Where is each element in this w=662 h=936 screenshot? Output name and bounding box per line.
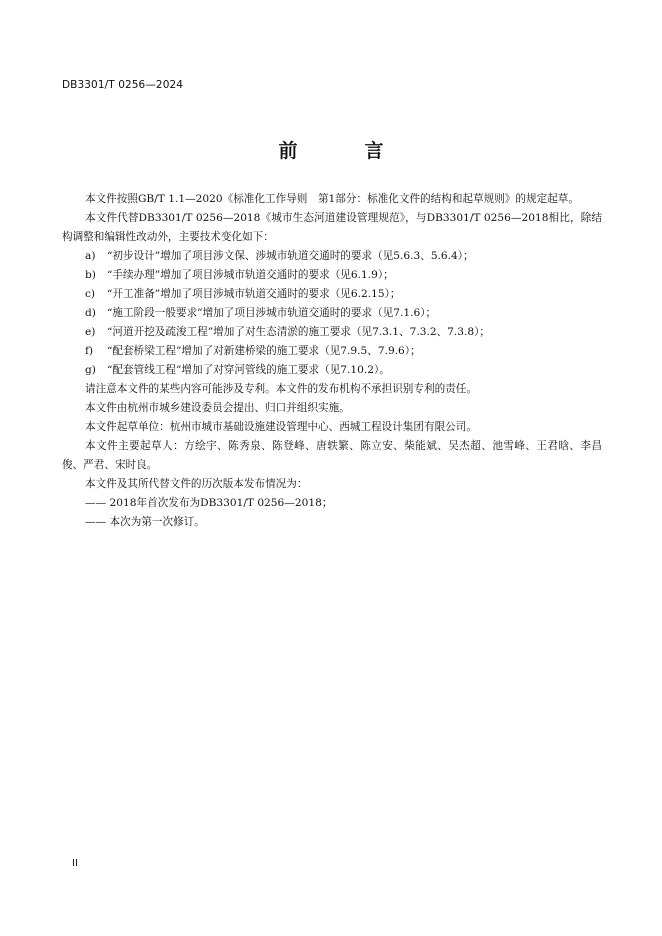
list-text: “河道开挖及疏浚工程”增加了对生态清淤的施工要求（见7.3.1、7.3.2、7.3.8）； (107, 326, 491, 338)
list-marker: b) (85, 269, 96, 281)
list-marker: e) (85, 326, 96, 338)
history-item: —— 本次为第一次修订。 (85, 516, 205, 528)
list-text: “开工准备”增加了项目涉城市轨道交通时的要求（见6.2.15）； (107, 288, 401, 300)
paragraph-replacement: 本文件代替DB3301/T 0256—2018《城市生态河道建设管理规范》，与DB3301/T 0256—2018相比，除结构调整和编辑性改动外，主要技术变化如下： (62, 212, 602, 243)
list-item (62, 304, 602, 323)
page-title: 前 言 (278, 140, 408, 162)
list-item (62, 285, 602, 304)
list-item (62, 266, 602, 285)
list-marker: d) (85, 307, 96, 319)
list-marker: c) (85, 288, 96, 300)
standard-code: DB3301/T 0256—2024 (62, 79, 184, 91)
paragraph-drafting-rules: 本文件按照GB/T 1.1—2020《标准化工作导则 第1部分：标准化文件的结构和起草规则》的规定起草。 (85, 193, 579, 205)
history-list (62, 494, 602, 532)
page-number: II (72, 858, 78, 869)
list-item (62, 342, 602, 361)
paragraph-version-history: 本文件及其所代替文件的历次版本发布情况为： (85, 478, 308, 490)
foreword-body (62, 190, 602, 532)
list-item (62, 247, 602, 266)
list-marker: f) (85, 345, 94, 357)
list-text: “配套管线工程”增加了对穿河管线的施工要求（见7.10.2）。 (107, 364, 390, 376)
list-item (62, 323, 602, 342)
paragraph-proposer: 本文件由杭州市城乡建设委员会提出、归口并组织实施。 (85, 402, 350, 414)
paragraph-drafters: 本文件主要起草人：方绘宇、陈秀泉、陈登峰、唐轶繁、陈立安、柴能斌、吴杰超、池雪峰、王君晗、李昌俊、严君、宋时良。 (62, 440, 602, 471)
list-marker: a) (85, 250, 96, 262)
list-marker: g) (85, 364, 96, 376)
paragraph-drafting-units: 本文件起草单位：杭州市城市基础设施建设管理中心、西城工程设计集团有限公司。 (85, 421, 477, 433)
list-text: “配套桥梁工程”增加了对新建桥梁的施工要求（见7.9.5、7.9.6）； (107, 345, 421, 357)
list-text: “初步设计”增加了项目涉文保、涉城市轨道交通时的要求（见5.6.3、5.6.4）； (107, 250, 474, 262)
changes-list (62, 247, 602, 380)
history-item: —— 2018年首次发布为DB3301/T 0256—2018； (85, 497, 333, 509)
list-item (62, 361, 602, 380)
list-text: “手续办理”增加了项目涉城市轨道交通时的要求（见6.1.9）； (107, 269, 394, 281)
list-text: “施工阶段一般要求”增加了项目涉城市轨道交通时的要求（见7.1.6）； (107, 307, 437, 319)
paragraph-patent-notice: 请注意本文件的某些内容可能涉及专利。本文件的发布机构不承担识别专利的责任。 (85, 383, 477, 395)
